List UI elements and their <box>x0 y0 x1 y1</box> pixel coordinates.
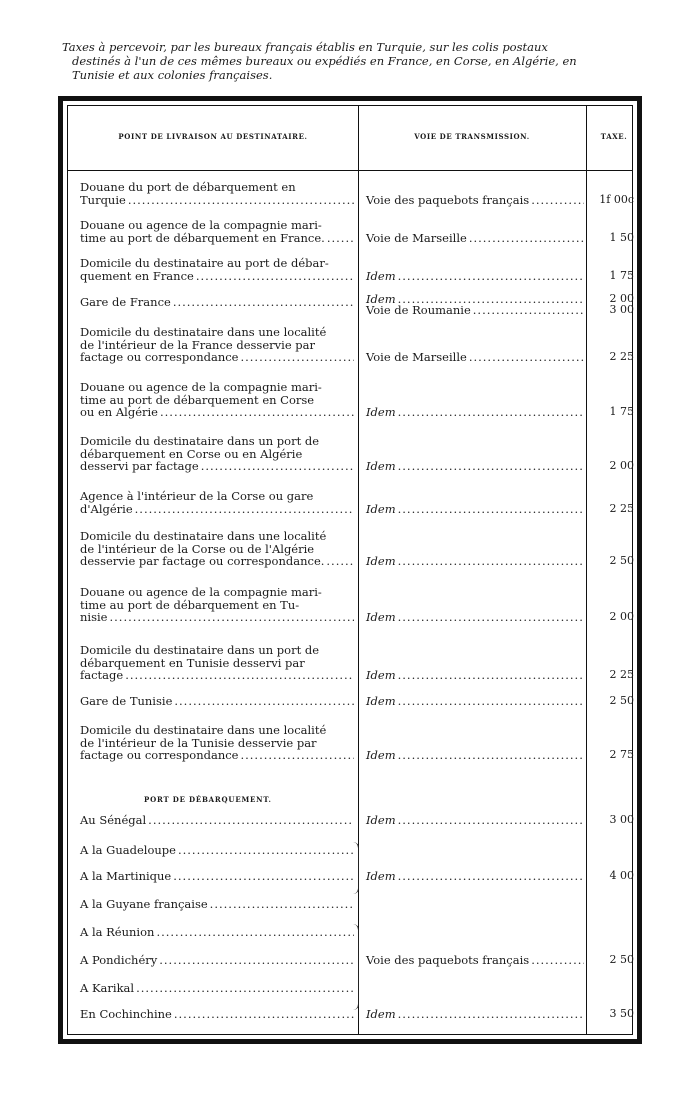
transmission-route-text: Voie des paquebots français <box>366 953 530 967</box>
leader-dots <box>398 749 584 762</box>
leader-dots <box>136 982 354 995</box>
leader-dots <box>240 749 354 762</box>
leader-dots <box>398 611 584 624</box>
transmission-route <box>366 304 584 317</box>
delivery-point-last-line <box>80 749 354 762</box>
delivery-point-line: A Karikal <box>80 981 135 995</box>
tax-amount: 2 25 <box>609 501 634 515</box>
leader-dots <box>473 304 584 317</box>
transmission-route <box>366 814 584 827</box>
delivery-point-last-line <box>80 296 354 309</box>
transmission-route-text: Idem <box>366 668 396 683</box>
delivery-point-last-line <box>80 503 354 516</box>
delivery-point <box>80 844 354 857</box>
column-divider <box>358 106 359 1034</box>
delivery-point-last-line <box>80 1008 354 1021</box>
transmission-route <box>366 870 584 883</box>
transmission-route <box>366 194 584 207</box>
delivery-point-line: d'Algérie <box>80 501 133 516</box>
leader-dots <box>398 669 584 682</box>
leader-dots <box>398 555 584 568</box>
subheading-port: PORT DE DÉBARQUEMENT. <box>144 795 272 804</box>
leader-dots <box>398 460 584 473</box>
delivery-point-line: nisie <box>80 610 108 625</box>
caption-line: destinés à l'un de ces mêmes bureaux ou expédiés en France, en Corse, en Algérie, en <box>72 54 577 68</box>
table-caption <box>62 40 652 82</box>
leader-dots <box>135 503 354 516</box>
delivery-point <box>80 982 354 995</box>
delivery-point-line: A Pondichéry <box>80 953 158 967</box>
delivery-point-line: factage ou correspondance <box>80 350 239 365</box>
transmission-route-text: Idem <box>366 1007 396 1021</box>
delivery-point <box>80 695 354 708</box>
leader-dots <box>173 296 354 309</box>
transmission-route-text: Idem <box>366 405 396 420</box>
transmission-route <box>366 406 584 419</box>
table-frame <box>58 96 642 1044</box>
leader-dots <box>398 406 584 419</box>
delivery-point-line: débarquement en Tunisie desservi par <box>80 655 305 670</box>
delivery-point <box>80 257 354 282</box>
delivery-point-last-line <box>80 194 354 207</box>
delivery-point-last-line <box>80 555 354 568</box>
delivery-point-line: Domicile du destinataire dans une localité <box>80 723 327 737</box>
transmission-route <box>366 1008 584 1021</box>
delivery-point-line: Domicile du destinataire dans une localité <box>80 529 327 543</box>
tax-amount: 2 25 <box>609 350 634 364</box>
delivery-point-line: de l'intérieur de la France desservie par <box>80 337 315 352</box>
grouping-brace <box>352 842 359 894</box>
delivery-point <box>80 296 354 309</box>
delivery-point <box>80 490 354 515</box>
delivery-point-line: A la Guyane française <box>80 897 208 911</box>
tax-amount: 2 50 <box>609 953 634 966</box>
delivery-point-line: ou en Algérie <box>80 405 158 420</box>
delivery-point-last-line <box>80 611 354 624</box>
delivery-point-line: Douane ou agence de la compagnie mari- <box>80 218 322 232</box>
delivery-point-last-line <box>80 460 354 473</box>
transmission-route <box>366 460 584 473</box>
leader-dots <box>159 954 354 967</box>
header-voie-de-transmission: VOIE DE TRANSMISSION. <box>414 132 530 141</box>
leader-dots <box>398 870 584 883</box>
leader-dots <box>326 555 354 568</box>
leader-dots <box>196 270 354 283</box>
transmission-route-text: Idem <box>366 748 396 763</box>
delivery-point <box>80 814 354 827</box>
delivery-point <box>80 644 354 682</box>
transmission-route-text: Idem <box>366 869 396 883</box>
tax-amount: 1 75 <box>609 405 634 419</box>
leader-dots <box>178 844 354 857</box>
caption-line: Tunisie et aux colonies françaises. <box>72 68 273 82</box>
delivery-point-last-line <box>80 351 354 364</box>
column-divider <box>586 106 587 1034</box>
delivery-point-line: Gare de Tunisie <box>80 694 173 708</box>
delivery-point-last-line <box>80 232 354 245</box>
delivery-point-line: desservi par factage <box>80 459 199 474</box>
delivery-point-last-line <box>80 695 354 708</box>
delivery-point <box>80 181 354 206</box>
table-body <box>67 105 633 1035</box>
tax-amount: 1 50 <box>609 230 634 244</box>
delivery-point <box>80 724 354 762</box>
transmission-route-text: Idem <box>366 292 396 306</box>
delivery-point <box>80 870 354 883</box>
delivery-point-line: Turquie <box>80 192 126 207</box>
leader-dots <box>398 503 584 516</box>
leader-dots <box>125 669 354 682</box>
delivery-point-line: Douane ou agence de la compagnie mari- <box>80 380 322 394</box>
delivery-point-last-line <box>80 926 354 939</box>
delivery-point <box>80 381 354 419</box>
tax-amount: 2 75 <box>609 748 634 762</box>
delivery-point-line: débarquement en Corse ou en Algérie <box>80 446 303 461</box>
delivery-point-last-line <box>80 954 354 967</box>
transmission-route <box>366 351 584 364</box>
tax-amount: 2 00 <box>609 610 634 624</box>
transmission-route <box>366 270 584 283</box>
leader-dots <box>327 232 354 245</box>
tax-amount: 2 50 <box>609 694 634 707</box>
transmission-route-text: Idem <box>366 268 396 283</box>
delivery-point <box>80 326 354 364</box>
leader-dots <box>173 870 354 883</box>
header-point-de-livraison: POINT DE LIVRAISON AU DESTINATAIRE. <box>118 132 308 141</box>
transmission-route <box>366 555 584 568</box>
delivery-point-last-line <box>80 669 354 682</box>
transmission-route <box>366 954 584 967</box>
transmission-route-text: Voie de Roumanie <box>366 303 471 317</box>
transmission-route <box>366 232 584 245</box>
transmission-route-text: Idem <box>366 694 396 708</box>
tax-amount: 3 00 <box>609 813 634 826</box>
leader-dots <box>531 194 584 207</box>
leader-dots <box>156 926 354 939</box>
transmission-route-text: Voie des paquebots français <box>366 192 530 207</box>
leader-dots <box>469 351 584 364</box>
delivery-point-line: time au port de débarquement en France. <box>80 230 325 245</box>
leader-dots <box>174 695 354 708</box>
delivery-point-line: Domicile du destinataire dans une localité <box>80 325 327 339</box>
delivery-point <box>80 898 354 911</box>
delivery-point-last-line <box>80 898 354 911</box>
tax-amount: 1 75 <box>609 268 634 282</box>
tax-amount: 3 00 <box>609 303 634 316</box>
tax-amount: 2 25 <box>609 668 634 682</box>
delivery-point-line: quement en France <box>80 268 194 283</box>
delivery-point-line: desservie par factage ou correspondance. <box>80 554 325 569</box>
delivery-point-line: factage ou correspondance <box>80 748 239 763</box>
header-divider <box>68 170 632 171</box>
delivery-point-line: Domicile du destinataire au port de débar- <box>80 256 329 270</box>
leader-dots <box>398 695 584 708</box>
delivery-point <box>80 219 354 244</box>
leader-dots <box>128 194 354 207</box>
delivery-point-line: time au port de débarquement en Corse <box>80 392 315 407</box>
leader-dots <box>174 1008 354 1021</box>
delivery-point-last-line <box>80 982 354 995</box>
delivery-point <box>80 530 354 568</box>
leader-dots <box>469 232 584 245</box>
leader-dots <box>210 898 354 911</box>
tax-amount: 2 00 <box>609 292 634 305</box>
leader-dots <box>398 270 584 283</box>
transmission-route <box>366 669 584 682</box>
leader-dots <box>398 814 584 827</box>
transmission-route <box>366 695 584 708</box>
transmission-route-text: Idem <box>366 554 396 569</box>
leader-dots <box>531 954 584 967</box>
transmission-route <box>366 611 584 624</box>
delivery-point <box>80 1008 354 1021</box>
delivery-point-last-line <box>80 870 354 883</box>
delivery-point-line: de l'intérieur de la Corse ou de l'Algérie <box>80 541 315 556</box>
delivery-point-line: Gare de France <box>80 295 171 309</box>
delivery-point-line: Domicile du destinataire dans un port de <box>80 434 320 448</box>
delivery-point <box>80 586 354 624</box>
transmission-route-text: Idem <box>366 459 396 474</box>
delivery-point-line: Douane ou agence de la compagnie mari- <box>80 585 322 599</box>
delivery-point-line: time au port de débarquement en Tu- <box>80 597 300 612</box>
transmission-route <box>366 749 584 762</box>
delivery-point-last-line <box>80 270 354 283</box>
leader-dots <box>201 460 354 473</box>
delivery-point-line: de l'intérieur de la Tunisie desservie par <box>80 735 317 750</box>
tax-amount: 2 50 <box>609 554 634 568</box>
grouping-brace <box>352 924 359 1010</box>
delivery-point-last-line <box>80 814 354 827</box>
delivery-point-line: En Cochinchine <box>80 1007 172 1021</box>
leader-dots <box>398 1008 584 1021</box>
tax-amount: 2 00 <box>609 459 634 473</box>
caption-line: Taxes à percevoir, par les bureaux français établis en Turquie, sur les colis postaux <box>62 40 548 54</box>
leader-dots <box>240 351 354 364</box>
tax-amount: 4 00 <box>609 869 634 882</box>
delivery-point-last-line <box>80 406 354 419</box>
transmission-route-text: Idem <box>366 610 396 625</box>
delivery-point-line: Domicile du destinataire dans un port de <box>80 643 320 657</box>
transmission-route-text: Idem <box>366 501 396 516</box>
delivery-point-line: Douane du port de débarquement en <box>80 180 296 194</box>
leader-dots <box>160 406 354 419</box>
delivery-point-line: factage <box>80 668 124 683</box>
delivery-point-line: A la Guadeloupe <box>80 843 176 857</box>
delivery-point-last-line <box>80 844 354 857</box>
transmission-route <box>366 503 584 516</box>
header-taxe: TAXE. <box>600 132 628 141</box>
delivery-point <box>80 954 354 967</box>
delivery-point-line: Agence à l'intérieur de la Corse ou gare <box>80 489 314 503</box>
delivery-point-line: A la Réunion <box>80 925 155 939</box>
delivery-point-line: A la Martinique <box>80 869 172 883</box>
leader-dots <box>148 814 354 827</box>
leader-dots <box>109 611 354 624</box>
delivery-point <box>80 926 354 939</box>
delivery-point-line: Au Sénégal <box>80 813 147 827</box>
tax-amount: 3 50 <box>609 1007 634 1020</box>
transmission-route-text: Voie de Marseille <box>366 230 467 245</box>
transmission-route-text: Idem <box>366 813 396 827</box>
delivery-point <box>80 435 354 473</box>
tax-amount: 1f 00c <box>599 192 634 206</box>
transmission-route-text: Voie de Marseille <box>366 350 467 365</box>
